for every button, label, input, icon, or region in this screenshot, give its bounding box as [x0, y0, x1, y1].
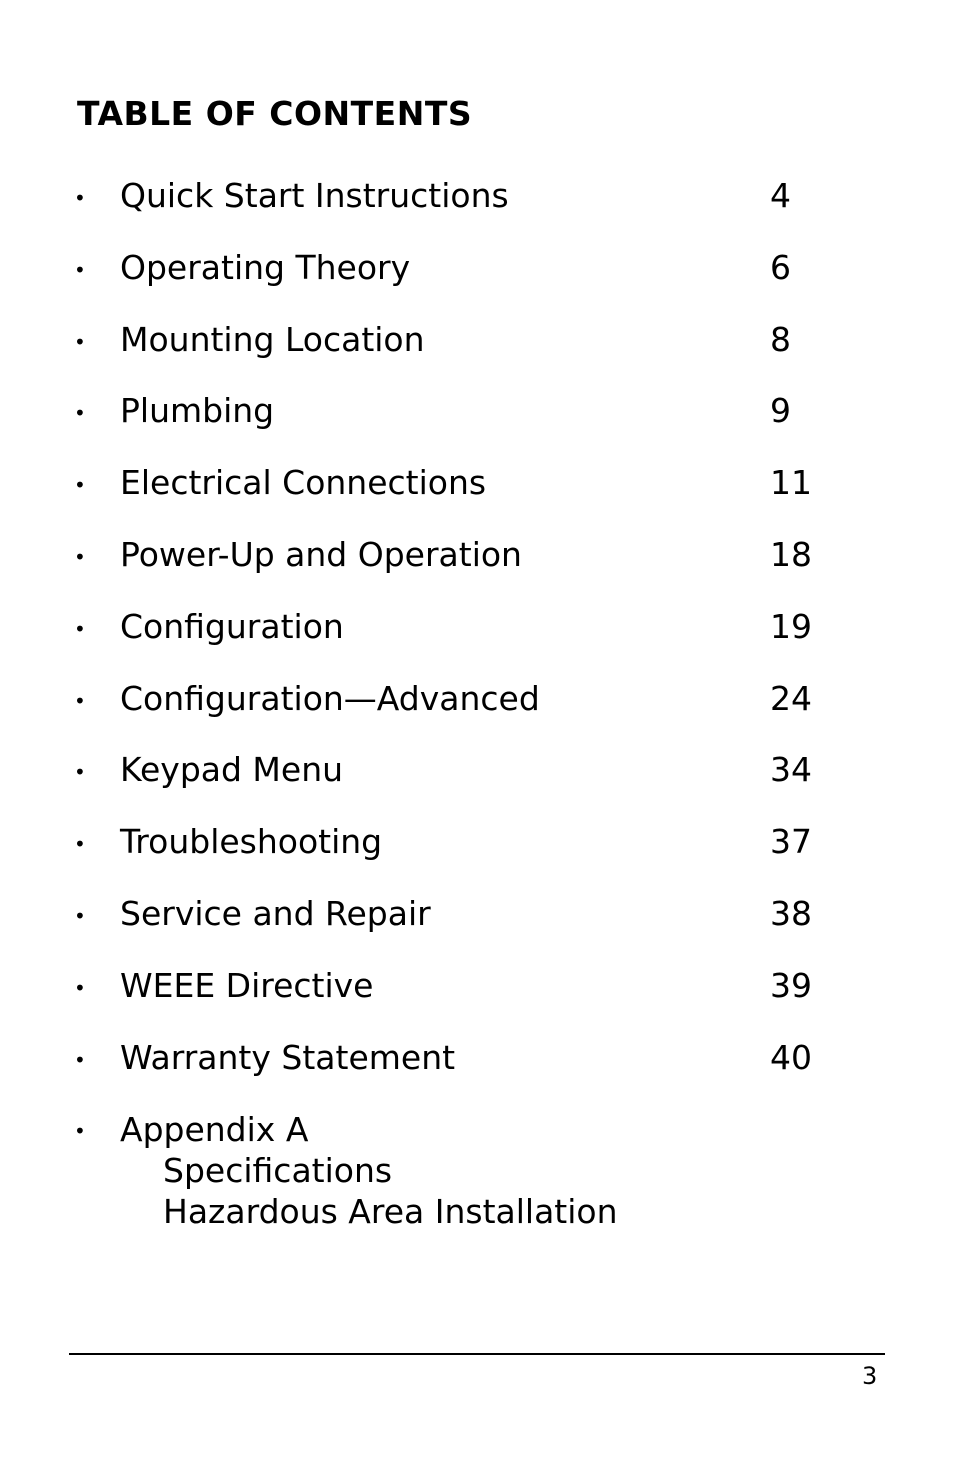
toc-entry-label: Warranty Statement — [120, 1037, 456, 1077]
toc-entry[interactable] — [0, 248, 954, 320]
toc-entry[interactable] — [0, 966, 954, 1038]
toc-entry[interactable] — [0, 822, 954, 894]
toc-list — [0, 176, 954, 1109]
toc-entry-page: 40 — [770, 1037, 812, 1077]
toc-entry-page: 39 — [770, 965, 812, 1005]
appendix-sublist — [163, 1150, 618, 1232]
bullet-icon: • — [74, 688, 86, 713]
toc-entry-label: Quick Start Instructions — [120, 176, 509, 215]
toc-entry[interactable] — [0, 750, 954, 822]
toc-entry[interactable] — [0, 391, 954, 463]
toc-entry-page: 4 — [770, 176, 791, 215]
toc-entry[interactable] — [0, 607, 954, 679]
appendix-subitem: Hazardous Area Installation — [163, 1192, 618, 1231]
toc-title: TABLE OF CONTENTS — [77, 94, 473, 133]
bullet-icon: • — [74, 186, 86, 210]
toc-entry-page: 9 — [770, 391, 791, 431]
toc-entry-label: Plumbing — [120, 391, 275, 431]
toc-entry-page: 24 — [770, 678, 812, 718]
toc-entry[interactable] — [0, 463, 954, 535]
bullet-icon: • — [74, 832, 86, 857]
bullet-icon: • — [74, 903, 86, 928]
bullet-icon: • — [74, 257, 86, 282]
bullet-icon: • — [74, 1047, 86, 1072]
toc-entry[interactable] — [0, 320, 954, 392]
toc-entry-label: Configuration — [120, 606, 344, 646]
toc-entry-page: 6 — [770, 247, 791, 287]
toc-entry-label: Configuration—Advanced — [120, 678, 540, 718]
toc-entry-page: 19 — [770, 606, 812, 646]
toc-entry[interactable] — [0, 176, 954, 248]
appendix-subitem: Specifications — [163, 1151, 393, 1190]
toc-entry-label: Mounting Location — [120, 319, 425, 359]
toc-entry-page: 8 — [770, 319, 791, 359]
toc-entry-label: WEEE Directive — [120, 965, 374, 1005]
bullet-icon: • — [74, 1119, 86, 1143]
toc-entry-page: 34 — [770, 750, 812, 790]
toc-entry-page: 11 — [770, 463, 812, 503]
page-number: 3 — [862, 1362, 878, 1390]
bullet-icon: • — [74, 544, 86, 569]
toc-entry-label: Service and Repair — [120, 893, 431, 933]
toc-entry-page: 18 — [770, 534, 812, 574]
toc-entry[interactable] — [0, 894, 954, 966]
toc-entry[interactable] — [0, 679, 954, 751]
bullet-icon: • — [74, 616, 86, 641]
bullet-icon: • — [74, 329, 86, 354]
bullet-icon: • — [74, 473, 86, 498]
toc-entry-page: 38 — [770, 893, 812, 933]
toc-entry[interactable] — [0, 535, 954, 607]
footer-divider — [69, 1353, 885, 1355]
bullet-icon: • — [74, 975, 86, 1000]
toc-entry-label: Keypad Menu — [120, 750, 344, 790]
toc-appendix-label: Appendix A — [120, 1110, 309, 1149]
toc-entry[interactable] — [0, 1038, 954, 1110]
toc-entry-label: Operating Theory — [120, 247, 411, 287]
bullet-icon: • — [74, 760, 86, 785]
toc-entry-page: 37 — [770, 822, 812, 862]
toc-entry-label: Troubleshooting — [120, 822, 383, 862]
toc-entry-label: Power-Up and Operation — [120, 534, 522, 574]
toc-entry-label: Electrical Connections — [120, 463, 487, 503]
bullet-icon: • — [74, 401, 86, 426]
